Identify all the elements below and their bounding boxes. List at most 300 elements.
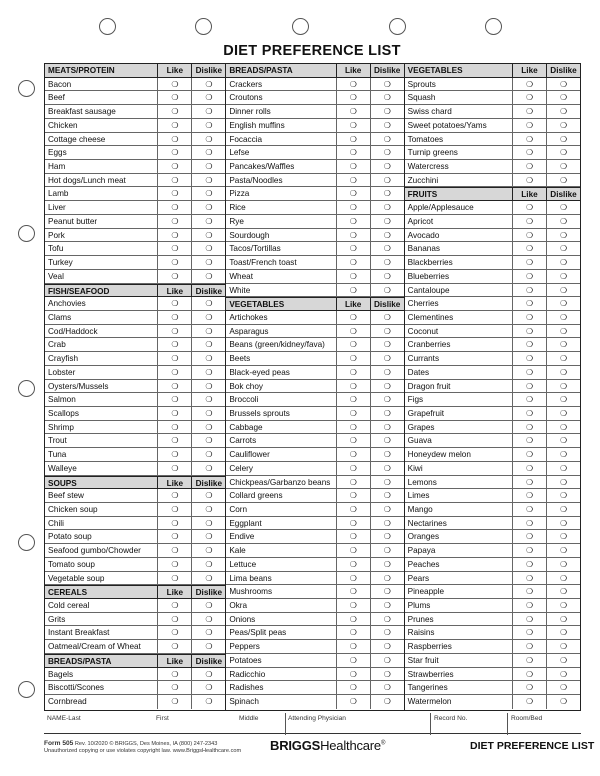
like-checkbox[interactable]: ❍ xyxy=(336,311,370,324)
dislike-column-header: Dislike xyxy=(191,655,225,667)
dislike-checkbox[interactable]: ❍ xyxy=(191,338,225,351)
like-checkbox[interactable]: ❍ xyxy=(157,256,191,269)
dislike-checkbox[interactable]: ❍ xyxy=(370,407,404,420)
like-checkbox[interactable]: ❍ xyxy=(336,626,370,639)
field-attending-physician[interactable]: Attending Physician xyxy=(288,715,346,722)
like-checkbox[interactable]: ❍ xyxy=(336,448,370,461)
dislike-checkbox[interactable]: ❍ xyxy=(546,407,580,420)
like-checkbox[interactable]: ❍ xyxy=(336,270,370,283)
like-checkbox[interactable]: ❍ xyxy=(512,558,546,571)
dislike-checkbox[interactable]: ❍ xyxy=(370,201,404,214)
dislike-checkbox[interactable]: ❍ xyxy=(370,160,404,173)
dislike-checkbox[interactable]: ❍ xyxy=(546,489,580,502)
food-name: Grapefruit xyxy=(407,408,445,418)
like-checkbox[interactable]: ❍ xyxy=(157,78,191,91)
like-checkbox[interactable]: ❍ xyxy=(512,613,546,626)
like-checkbox[interactable]: ❍ xyxy=(512,105,546,118)
dislike-checkbox[interactable]: ❍ xyxy=(546,105,580,118)
dislike-checkbox[interactable]: ❍ xyxy=(546,462,580,475)
dislike-checkbox[interactable]: ❍ xyxy=(546,325,580,338)
dislike-checkbox[interactable]: ❍ xyxy=(370,434,404,447)
like-checkbox[interactable]: ❍ xyxy=(512,352,546,365)
like-checkbox[interactable]: ❍ xyxy=(336,668,370,681)
dislike-checkbox[interactable]: ❍ xyxy=(546,448,580,461)
dislike-checkbox[interactable]: ❍ xyxy=(191,256,225,269)
food-name: Coconut xyxy=(407,326,439,336)
dislike-checkbox[interactable]: ❍ xyxy=(191,229,225,242)
like-checkbox[interactable]: ❍ xyxy=(512,681,546,694)
dislike-checkbox[interactable]: ❍ xyxy=(191,174,225,187)
like-checkbox[interactable]: ❍ xyxy=(512,256,546,269)
like-checkbox[interactable]: ❍ xyxy=(157,215,191,228)
like-checkbox[interactable]: ❍ xyxy=(336,489,370,502)
dislike-checkbox[interactable]: ❍ xyxy=(191,695,225,709)
dislike-checkbox[interactable]: ❍ xyxy=(546,572,580,585)
dislike-checkbox[interactable]: ❍ xyxy=(370,215,404,228)
like-checkbox[interactable]: ❍ xyxy=(157,160,191,173)
like-checkbox[interactable]: ❍ xyxy=(157,695,191,709)
like-checkbox[interactable]: ❍ xyxy=(512,640,546,653)
dislike-checkbox[interactable]: ❍ xyxy=(191,613,225,626)
dislike-checkbox[interactable]: ❍ xyxy=(546,311,580,324)
dislike-checkbox[interactable]: ❍ xyxy=(370,517,404,530)
dislike-checkbox[interactable]: ❍ xyxy=(546,380,580,393)
like-checkbox[interactable]: ❍ xyxy=(512,146,546,159)
like-checkbox[interactable]: ❍ xyxy=(157,91,191,104)
dislike-checkbox[interactable]: ❍ xyxy=(546,352,580,365)
like-checkbox[interactable]: ❍ xyxy=(157,352,191,365)
like-checkbox[interactable]: ❍ xyxy=(157,626,191,639)
like-checkbox[interactable]: ❍ xyxy=(512,91,546,104)
like-checkbox[interactable]: ❍ xyxy=(512,78,546,91)
dislike-checkbox[interactable]: ❍ xyxy=(191,544,225,557)
dislike-checkbox[interactable]: ❍ xyxy=(191,462,225,475)
like-checkbox[interactable]: ❍ xyxy=(336,284,370,297)
like-checkbox[interactable]: ❍ xyxy=(512,572,546,585)
dislike-checkbox[interactable]: ❍ xyxy=(191,530,225,543)
like-checkbox[interactable]: ❍ xyxy=(512,544,546,557)
like-checkbox[interactable]: ❍ xyxy=(336,380,370,393)
like-checkbox[interactable]: ❍ xyxy=(512,626,546,639)
dislike-checkbox[interactable]: ❍ xyxy=(191,91,225,104)
like-checkbox[interactable]: ❍ xyxy=(336,503,370,516)
like-checkbox[interactable]: ❍ xyxy=(157,311,191,324)
dislike-checkbox[interactable]: ❍ xyxy=(546,626,580,639)
dislike-checkbox[interactable]: ❍ xyxy=(546,242,580,255)
dislike-checkbox[interactable]: ❍ xyxy=(191,270,225,283)
field-room-bed[interactable]: Room/Bed xyxy=(511,715,543,722)
like-checkbox[interactable]: ❍ xyxy=(512,448,546,461)
food-name: Broccoli xyxy=(229,395,259,405)
dislike-checkbox[interactable]: ❍ xyxy=(191,105,225,118)
dislike-checkbox[interactable]: ❍ xyxy=(370,242,404,255)
food-name: Lettuce xyxy=(229,559,257,569)
like-checkbox[interactable]: ❍ xyxy=(512,599,546,612)
dislike-checkbox[interactable]: ❍ xyxy=(370,613,404,626)
dislike-checkbox[interactable]: ❍ xyxy=(546,297,580,310)
food-name: Brussels sprouts xyxy=(229,408,290,418)
like-checkbox[interactable]: ❍ xyxy=(336,544,370,557)
like-checkbox[interactable]: ❍ xyxy=(512,338,546,351)
dislike-checkbox[interactable]: ❍ xyxy=(191,215,225,228)
like-checkbox[interactable]: ❍ xyxy=(512,229,546,242)
field-first[interactable]: First xyxy=(156,715,169,722)
like-checkbox[interactable]: ❍ xyxy=(157,393,191,406)
like-checkbox[interactable]: ❍ xyxy=(512,325,546,338)
like-checkbox[interactable]: ❍ xyxy=(512,668,546,681)
like-checkbox[interactable]: ❍ xyxy=(512,462,546,475)
dislike-checkbox[interactable]: ❍ xyxy=(370,366,404,379)
like-checkbox[interactable]: ❍ xyxy=(336,434,370,447)
like-checkbox[interactable]: ❍ xyxy=(157,338,191,351)
dislike-checkbox[interactable]: ❍ xyxy=(370,572,404,585)
like-checkbox[interactable]: ❍ xyxy=(512,530,546,543)
like-checkbox[interactable]: ❍ xyxy=(157,407,191,420)
like-checkbox[interactable]: ❍ xyxy=(336,476,370,489)
dislike-checkbox[interactable]: ❍ xyxy=(546,421,580,434)
dislike-checkbox[interactable]: ❍ xyxy=(370,187,404,200)
dislike-checkbox[interactable]: ❍ xyxy=(370,530,404,543)
like-checkbox[interactable]: ❍ xyxy=(336,187,370,200)
dislike-checkbox[interactable]: ❍ xyxy=(546,174,580,187)
dislike-checkbox[interactable]: ❍ xyxy=(546,517,580,530)
like-checkbox[interactable]: ❍ xyxy=(336,78,370,91)
dislike-checkbox[interactable]: ❍ xyxy=(370,229,404,242)
like-checkbox[interactable]: ❍ xyxy=(512,242,546,255)
like-checkbox[interactable]: ❍ xyxy=(512,434,546,447)
dislike-checkbox[interactable]: ❍ xyxy=(191,517,225,530)
like-checkbox[interactable]: ❍ xyxy=(512,174,546,187)
dislike-checkbox[interactable]: ❍ xyxy=(370,503,404,516)
dislike-checkbox[interactable]: ❍ xyxy=(546,215,580,228)
like-checkbox[interactable]: ❍ xyxy=(512,654,546,667)
like-checkbox[interactable]: ❍ xyxy=(157,242,191,255)
field-name-last[interactable]: NAME-Last xyxy=(47,715,81,722)
dislike-checkbox[interactable]: ❍ xyxy=(191,242,225,255)
like-checkbox[interactable]: ❍ xyxy=(157,229,191,242)
dislike-checkbox[interactable]: ❍ xyxy=(191,434,225,447)
like-checkbox[interactable]: ❍ xyxy=(336,695,370,709)
dislike-checkbox[interactable]: ❍ xyxy=(191,160,225,173)
like-checkbox[interactable]: ❍ xyxy=(512,133,546,146)
dislike-checkbox[interactable]: ❍ xyxy=(546,530,580,543)
like-checkbox[interactable]: ❍ xyxy=(157,681,191,694)
dislike-checkbox[interactable]: ❍ xyxy=(370,338,404,351)
like-checkbox[interactable]: ❍ xyxy=(157,174,191,187)
dislike-checkbox[interactable]: ❍ xyxy=(191,421,225,434)
like-checkbox[interactable]: ❍ xyxy=(336,393,370,406)
dislike-checkbox[interactable]: ❍ xyxy=(370,462,404,475)
like-checkbox[interactable]: ❍ xyxy=(157,325,191,338)
dislike-checkbox[interactable]: ❍ xyxy=(370,174,404,187)
like-checkbox[interactable]: ❍ xyxy=(157,599,191,612)
like-checkbox[interactable]: ❍ xyxy=(157,380,191,393)
like-checkbox[interactable]: ❍ xyxy=(157,297,191,310)
like-checkbox[interactable]: ❍ xyxy=(336,407,370,420)
like-checkbox[interactable]: ❍ xyxy=(512,366,546,379)
like-checkbox[interactable]: ❍ xyxy=(336,256,370,269)
dislike-checkbox[interactable]: ❍ xyxy=(546,201,580,214)
like-checkbox[interactable]: ❍ xyxy=(512,215,546,228)
dislike-checkbox[interactable]: ❍ xyxy=(546,654,580,667)
dislike-checkbox[interactable]: ❍ xyxy=(546,78,580,91)
like-checkbox[interactable]: ❍ xyxy=(157,572,191,585)
table-row xyxy=(45,78,225,92)
like-checkbox[interactable]: ❍ xyxy=(157,544,191,557)
dislike-checkbox[interactable]: ❍ xyxy=(370,91,404,104)
food-name: Vegetable soup xyxy=(48,573,105,583)
like-checkbox[interactable]: ❍ xyxy=(336,530,370,543)
dislike-checkbox[interactable]: ❍ xyxy=(370,558,404,571)
dislike-checkbox[interactable]: ❍ xyxy=(370,133,404,146)
like-checkbox[interactable]: ❍ xyxy=(157,517,191,530)
like-checkbox[interactable]: ❍ xyxy=(157,448,191,461)
dislike-checkbox[interactable]: ❍ xyxy=(370,270,404,283)
dislike-checkbox[interactable]: ❍ xyxy=(546,160,580,173)
dislike-checkbox[interactable]: ❍ xyxy=(191,626,225,639)
dislike-checkbox[interactable]: ❍ xyxy=(546,146,580,159)
like-checkbox[interactable]: ❍ xyxy=(512,119,546,132)
dislike-checkbox[interactable]: ❍ xyxy=(370,421,404,434)
table-row xyxy=(45,133,225,147)
like-checkbox[interactable]: ❍ xyxy=(157,201,191,214)
food-name: Prunes xyxy=(407,614,434,624)
like-checkbox[interactable]: ❍ xyxy=(157,133,191,146)
dislike-checkbox[interactable]: ❍ xyxy=(546,338,580,351)
dislike-checkbox[interactable]: ❍ xyxy=(370,681,404,694)
like-checkbox[interactable]: ❍ xyxy=(512,201,546,214)
like-checkbox[interactable]: ❍ xyxy=(336,338,370,351)
like-checkbox[interactable]: ❍ xyxy=(512,160,546,173)
dislike-checkbox[interactable]: ❍ xyxy=(370,626,404,639)
table-row xyxy=(45,270,225,284)
table-row xyxy=(45,393,225,407)
like-checkbox[interactable]: ❍ xyxy=(336,352,370,365)
dislike-checkbox[interactable]: ❍ xyxy=(546,585,580,598)
food-name: Shrimp xyxy=(48,422,74,432)
like-checkbox[interactable]: ❍ xyxy=(336,229,370,242)
dislike-checkbox[interactable]: ❍ xyxy=(191,572,225,585)
dislike-checkbox[interactable]: ❍ xyxy=(191,489,225,502)
dislike-checkbox[interactable]: ❍ xyxy=(546,270,580,283)
food-name: Endive xyxy=(229,532,255,542)
dislike-checkbox[interactable]: ❍ xyxy=(191,558,225,571)
like-checkbox[interactable]: ❍ xyxy=(336,640,370,653)
like-checkbox[interactable]: ❍ xyxy=(336,242,370,255)
dislike-checkbox[interactable]: ❍ xyxy=(370,146,404,159)
like-checkbox[interactable]: ❍ xyxy=(336,119,370,132)
dislike-checkbox[interactable]: ❍ xyxy=(546,544,580,557)
dislike-checkbox[interactable]: ❍ xyxy=(191,311,225,324)
like-checkbox[interactable]: ❍ xyxy=(336,462,370,475)
dislike-checkbox[interactable]: ❍ xyxy=(370,256,404,269)
dislike-checkbox[interactable]: ❍ xyxy=(370,544,404,557)
food-name: Lefse xyxy=(229,148,250,158)
food-name: Beef xyxy=(48,93,65,103)
dislike-checkbox[interactable]: ❍ xyxy=(370,393,404,406)
dislike-checkbox[interactable]: ❍ xyxy=(546,229,580,242)
like-checkbox[interactable]: ❍ xyxy=(157,489,191,502)
dislike-checkbox[interactable]: ❍ xyxy=(191,393,225,406)
like-checkbox[interactable]: ❍ xyxy=(512,517,546,530)
like-checkbox[interactable]: ❍ xyxy=(336,585,370,598)
dislike-checkbox[interactable]: ❍ xyxy=(191,640,225,653)
food-name: Raspberries xyxy=(407,642,452,652)
dislike-checkbox[interactable]: ❍ xyxy=(370,668,404,681)
dislike-checkbox[interactable]: ❍ xyxy=(370,654,404,667)
dislike-checkbox[interactable]: ❍ xyxy=(191,187,225,200)
dislike-checkbox[interactable]: ❍ xyxy=(370,311,404,324)
like-checkbox[interactable]: ❍ xyxy=(336,654,370,667)
like-checkbox[interactable]: ❍ xyxy=(157,462,191,475)
dislike-checkbox[interactable]: ❍ xyxy=(370,105,404,118)
dislike-checkbox[interactable]: ❍ xyxy=(546,393,580,406)
like-checkbox[interactable]: ❍ xyxy=(336,146,370,159)
like-checkbox[interactable]: ❍ xyxy=(157,119,191,132)
like-checkbox[interactable]: ❍ xyxy=(157,530,191,543)
dislike-checkbox[interactable]: ❍ xyxy=(546,434,580,447)
dislike-checkbox[interactable]: ❍ xyxy=(546,91,580,104)
food-name: Spinach xyxy=(229,697,259,707)
dislike-checkbox[interactable]: ❍ xyxy=(370,448,404,461)
dislike-checkbox[interactable]: ❍ xyxy=(191,366,225,379)
like-checkbox[interactable]: ❍ xyxy=(157,105,191,118)
like-checkbox[interactable]: ❍ xyxy=(336,572,370,585)
dislike-checkbox[interactable]: ❍ xyxy=(546,613,580,626)
like-checkbox[interactable]: ❍ xyxy=(336,517,370,530)
table-row xyxy=(226,160,403,174)
food-name: Zucchini xyxy=(407,175,439,185)
dislike-checkbox[interactable]: ❍ xyxy=(546,476,580,489)
dislike-checkbox[interactable]: ❍ xyxy=(546,256,580,269)
like-checkbox[interactable]: ❍ xyxy=(157,640,191,653)
dislike-checkbox[interactable]: ❍ xyxy=(191,503,225,516)
like-checkbox[interactable]: ❍ xyxy=(336,133,370,146)
like-checkbox[interactable]: ❍ xyxy=(512,284,546,297)
dislike-checkbox[interactable]: ❍ xyxy=(191,119,225,132)
footer-title: DIET PREFERENCE LIST xyxy=(470,740,595,752)
dislike-checkbox[interactable]: ❍ xyxy=(191,325,225,338)
like-checkbox[interactable]: ❍ xyxy=(157,270,191,283)
dislike-checkbox[interactable]: ❍ xyxy=(546,599,580,612)
dislike-checkbox[interactable]: ❍ xyxy=(370,695,404,709)
table-row xyxy=(45,174,225,188)
field-record-no[interactable]: Record No. xyxy=(434,715,468,722)
like-checkbox[interactable]: ❍ xyxy=(512,311,546,324)
like-checkbox[interactable]: ❍ xyxy=(512,695,546,709)
like-checkbox[interactable]: ❍ xyxy=(336,681,370,694)
table-row xyxy=(226,421,403,435)
food-name: Seafood gumbo/Chowder xyxy=(48,546,141,556)
dislike-checkbox[interactable]: ❍ xyxy=(546,681,580,694)
like-checkbox[interactable]: ❍ xyxy=(512,585,546,598)
like-checkbox[interactable]: ❍ xyxy=(512,489,546,502)
dislike-checkbox[interactable]: ❍ xyxy=(370,352,404,365)
dislike-checkbox[interactable]: ❍ xyxy=(191,201,225,214)
like-checkbox[interactable]: ❍ xyxy=(336,421,370,434)
food-name: Tuna xyxy=(48,450,67,460)
like-checkbox[interactable]: ❍ xyxy=(157,421,191,434)
like-checkbox[interactable]: ❍ xyxy=(336,558,370,571)
dislike-checkbox[interactable]: ❍ xyxy=(191,78,225,91)
like-checkbox[interactable]: ❍ xyxy=(157,668,191,681)
like-checkbox[interactable]: ❍ xyxy=(157,366,191,379)
like-checkbox[interactable]: ❍ xyxy=(336,174,370,187)
dislike-checkbox[interactable]: ❍ xyxy=(370,640,404,653)
like-checkbox[interactable]: ❍ xyxy=(512,476,546,489)
like-checkbox[interactable]: ❍ xyxy=(157,503,191,516)
dislike-checkbox[interactable]: ❍ xyxy=(546,133,580,146)
like-checkbox[interactable]: ❍ xyxy=(336,201,370,214)
like-checkbox[interactable]: ❍ xyxy=(336,160,370,173)
like-checkbox[interactable]: ❍ xyxy=(512,503,546,516)
dislike-checkbox[interactable]: ❍ xyxy=(546,640,580,653)
dislike-checkbox[interactable]: ❍ xyxy=(191,146,225,159)
dislike-checkbox[interactable]: ❍ xyxy=(191,380,225,393)
dislike-checkbox[interactable]: ❍ xyxy=(370,325,404,338)
dislike-checkbox[interactable]: ❍ xyxy=(546,119,580,132)
like-checkbox[interactable]: ❍ xyxy=(512,393,546,406)
dislike-checkbox[interactable]: ❍ xyxy=(546,284,580,297)
like-checkbox[interactable]: ❍ xyxy=(336,215,370,228)
dislike-checkbox[interactable]: ❍ xyxy=(191,448,225,461)
like-checkbox[interactable]: ❍ xyxy=(157,187,191,200)
dislike-checkbox[interactable]: ❍ xyxy=(191,407,225,420)
dislike-checkbox[interactable]: ❍ xyxy=(546,695,580,709)
food-name: Beef stew xyxy=(48,491,84,501)
dislike-checkbox[interactable]: ❍ xyxy=(370,380,404,393)
dislike-checkbox[interactable]: ❍ xyxy=(191,668,225,681)
like-checkbox[interactable]: ❍ xyxy=(336,613,370,626)
like-checkbox[interactable]: ❍ xyxy=(512,270,546,283)
like-checkbox[interactable]: ❍ xyxy=(512,421,546,434)
dislike-checkbox[interactable]: ❍ xyxy=(370,476,404,489)
dislike-checkbox[interactable]: ❍ xyxy=(370,599,404,612)
like-checkbox[interactable]: ❍ xyxy=(336,91,370,104)
food-name: Liver xyxy=(48,203,66,213)
like-checkbox[interactable]: ❍ xyxy=(512,380,546,393)
dislike-checkbox[interactable]: ❍ xyxy=(191,681,225,694)
dislike-checkbox[interactable]: ❍ xyxy=(370,78,404,91)
like-checkbox[interactable]: ❍ xyxy=(157,558,191,571)
like-checkbox[interactable]: ❍ xyxy=(157,613,191,626)
like-checkbox[interactable]: ❍ xyxy=(157,434,191,447)
dislike-checkbox[interactable]: ❍ xyxy=(191,133,225,146)
like-checkbox[interactable]: ❍ xyxy=(512,407,546,420)
dislike-checkbox[interactable]: ❍ xyxy=(546,503,580,516)
dislike-checkbox[interactable]: ❍ xyxy=(546,366,580,379)
dislike-checkbox[interactable]: ❍ xyxy=(370,489,404,502)
dislike-checkbox[interactable]: ❍ xyxy=(546,668,580,681)
dislike-checkbox[interactable]: ❍ xyxy=(191,352,225,365)
like-checkbox[interactable]: ❍ xyxy=(336,105,370,118)
like-checkbox[interactable]: ❍ xyxy=(336,366,370,379)
dislike-checkbox[interactable]: ❍ xyxy=(191,297,225,310)
field-middle[interactable]: Middle xyxy=(239,715,259,722)
dislike-checkbox[interactable]: ❍ xyxy=(370,119,404,132)
dislike-checkbox[interactable]: ❍ xyxy=(191,599,225,612)
like-checkbox[interactable]: ❍ xyxy=(512,297,546,310)
like-checkbox[interactable]: ❍ xyxy=(336,599,370,612)
table-row xyxy=(45,681,225,695)
dislike-checkbox[interactable]: ❍ xyxy=(370,284,404,297)
dislike-checkbox[interactable]: ❍ xyxy=(370,585,404,598)
food-name: Bagels xyxy=(48,669,74,679)
like-checkbox[interactable]: ❍ xyxy=(336,325,370,338)
dislike-checkbox[interactable]: ❍ xyxy=(546,558,580,571)
table-row xyxy=(45,160,225,174)
like-checkbox[interactable]: ❍ xyxy=(157,146,191,159)
